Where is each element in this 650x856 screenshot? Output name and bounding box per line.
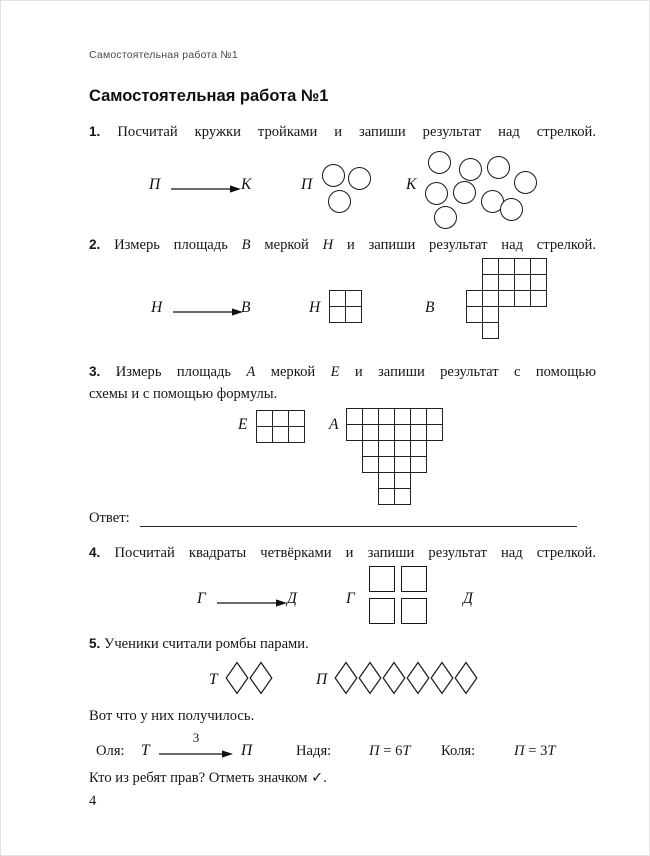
task5-group2-diamonds	[334, 661, 478, 695]
task3-sentence-line1: Измерь площадь А меркой Е и запиши результат с помощью	[115, 364, 596, 380]
olya-to-label: П	[241, 742, 253, 759]
kolya-statement: П = 3Т	[514, 743, 556, 759]
task3-shape-label: А	[329, 416, 339, 433]
right-arrow-icon	[173, 307, 243, 317]
task4-diagram	[89, 564, 619, 628]
task5-followup	[89, 705, 596, 727]
diamond-icon	[430, 661, 454, 695]
task5-group2-label: П	[316, 671, 328, 688]
olya-arrow-with-3	[159, 731, 233, 759]
task1-sentence: Посчитай кружки тройками и запиши результат над стрелкой.	[117, 124, 596, 140]
task5-question	[89, 767, 596, 789]
task3-number: 3.	[89, 364, 101, 379]
task2-mark-label: Н	[309, 299, 321, 316]
diamond-icon	[382, 661, 406, 695]
task1-text	[89, 121, 596, 143]
task1-group1-label: П	[301, 176, 313, 193]
task4-group2-label: Д	[463, 590, 473, 607]
task2-shape-label: В	[425, 299, 435, 316]
diamond-icon	[454, 661, 478, 695]
diamond-icon	[358, 661, 382, 695]
olya-name: Оля:	[96, 743, 125, 759]
running-head: Самостоятельная работа №1	[89, 49, 238, 61]
kolya-name: Коля:	[441, 743, 476, 759]
page-number: 4	[89, 793, 97, 809]
task5-group1-label: Т	[209, 671, 218, 688]
diamond-icon	[225, 661, 249, 695]
task3-text-line2	[89, 383, 596, 405]
task5-diagram	[89, 657, 619, 703]
task5-group1-diamonds	[225, 661, 273, 695]
task4-group1-label: Г	[346, 590, 355, 607]
task2-sentence: Измерь площадь В меркой Н и запиши результат над стрелкой.	[114, 237, 596, 253]
answer-row	[89, 507, 577, 527]
page-title: Самостоятельная работа №1	[89, 87, 329, 105]
task5-number: 5.	[89, 636, 101, 651]
olya-from-label: Т	[141, 742, 150, 759]
answer-label: Ответ:	[89, 510, 130, 526]
task5-followup-text: Вот что у них получилось.	[89, 708, 255, 724]
task4-group1-squares	[89, 564, 619, 628]
task1-group2-label: К	[406, 176, 417, 193]
olya-arrow-number: 3	[192, 730, 200, 745]
task1-number: 1.	[89, 124, 101, 139]
task1-arrow-to-label: К	[241, 176, 252, 193]
task4-number: 4.	[89, 545, 101, 560]
nadya-name: Надя:	[296, 743, 332, 759]
task1-arrow-from-label: П	[149, 176, 161, 193]
task5-text	[89, 633, 596, 655]
task2-arrow-from-label: Н	[151, 299, 163, 316]
task4-sentence: Посчитай квадраты четвёрками и запиши результат над стрелкой.	[114, 545, 596, 561]
task4-arrow-to-label: Д	[287, 590, 297, 607]
task3-text-line1	[89, 361, 596, 383]
task5-opinions-row	[89, 731, 619, 765]
diamond-icon	[406, 661, 430, 695]
right-arrow-icon	[159, 749, 233, 759]
task1-diagram	[89, 146, 619, 232]
task4-text	[89, 542, 596, 564]
diamond-icon	[334, 661, 358, 695]
task2-diagram	[89, 257, 619, 357]
diamond-icon	[249, 661, 273, 695]
task5-sentence: Ученики считали ромбы парами.	[104, 636, 309, 652]
task1-group2-circles	[89, 146, 619, 232]
task4-arrow-from-label: Г	[197, 590, 206, 607]
task5-question-text: Кто из ребят прав? Отметь значком ✓.	[89, 770, 327, 786]
task3-diagram	[89, 406, 619, 508]
task3-sentence-line2: схемы и с помощью формулы.	[89, 386, 278, 402]
task2-number: 2.	[89, 237, 101, 252]
nadya-statement: П = 6Т	[369, 743, 411, 759]
task2-arrow-to-label: В	[241, 299, 251, 316]
answer-blank-line	[140, 508, 577, 527]
task2-text	[89, 234, 596, 256]
task3-mark-label: Е	[238, 416, 248, 433]
